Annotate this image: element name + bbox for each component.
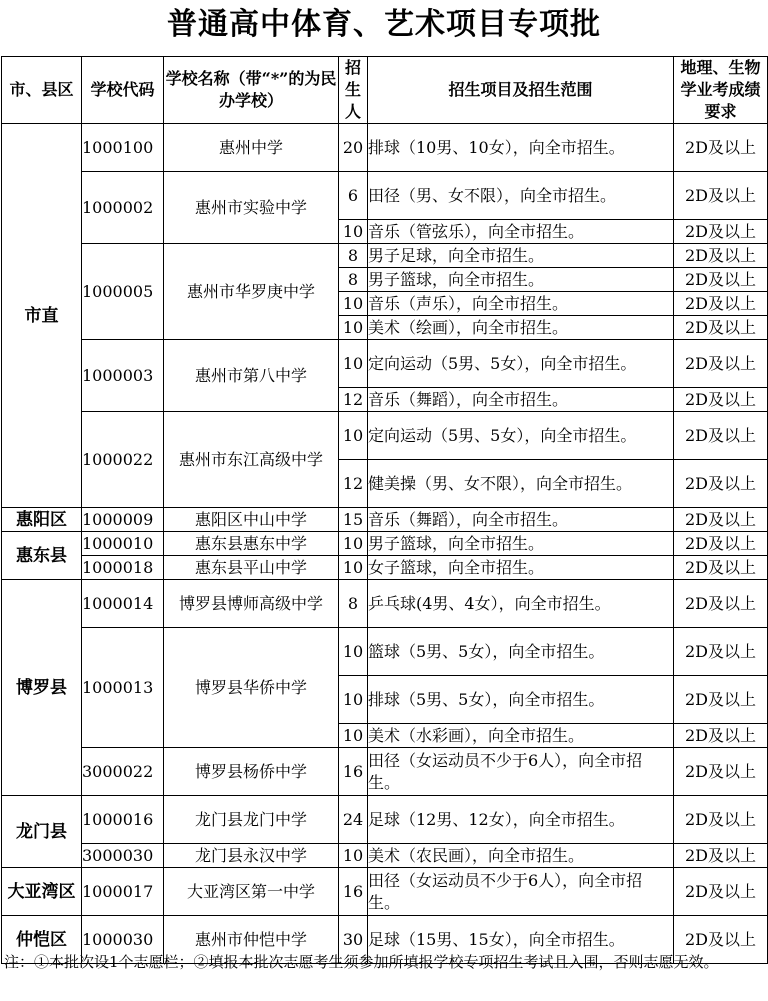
grade-cell: 2D及以上 [674, 748, 768, 796]
footnote: 注：①本批次设1个志愿栏；②填报本批次志愿考生须参加所填报学校专项招生考试且入围，否则志愿无效。 [4, 953, 719, 971]
table-row [2, 580, 768, 628]
grade-cell: 2D及以上 [674, 340, 768, 388]
project-cell: 排球（10男、10女），向全市招生。 [368, 124, 674, 172]
table-row [2, 412, 768, 460]
school-code-cell: 1000022 [82, 412, 164, 508]
project-cell: 田径（男、女不限），向全市招生。 [368, 172, 674, 220]
grade-cell: 2D及以上 [674, 556, 768, 580]
table-row [2, 340, 768, 388]
city-cell: 博罗县 [2, 580, 82, 796]
quota-cell: 8 [339, 244, 368, 268]
school-name-cell: 博罗县博师高级中学 [164, 580, 339, 628]
header-grade-requirement: 地理、生物学业考成绩要求 [674, 57, 768, 124]
school-code-cell: 1000009 [82, 508, 164, 532]
school-name-cell: 博罗县杨侨中学 [164, 748, 339, 796]
grade-cell: 2D及以上 [674, 676, 768, 724]
header-school-code: 学校代码 [82, 57, 164, 124]
school-name-cell: 惠州市仲恺中学 [164, 916, 339, 964]
project-cell: 篮球（5男、5女），向全市招生。 [368, 628, 674, 676]
grade-cell: 2D及以上 [674, 268, 768, 292]
grade-cell: 2D及以上 [674, 868, 768, 916]
project-cell: 美术（农民画），向全市招生。 [368, 844, 674, 868]
school-code-cell: 1000030 [82, 916, 164, 964]
city-cell: 仲恺区 [2, 916, 82, 964]
table-row [2, 124, 768, 172]
city-cell: 惠东县 [2, 532, 82, 580]
school-name-cell: 惠州市第八中学 [164, 340, 339, 412]
school-name-cell: 惠州中学 [164, 124, 339, 172]
quota-cell: 10 [339, 676, 368, 724]
quota-cell: 10 [339, 844, 368, 868]
project-cell: 美术（水彩画），向全市招生。 [368, 724, 674, 748]
grade-cell: 2D及以上 [674, 388, 768, 412]
quota-cell: 16 [339, 868, 368, 916]
school-code-cell: 1000005 [82, 244, 164, 340]
grade-cell: 2D及以上 [674, 796, 768, 844]
project-cell: 定向运动（5男、5女），向全市招生。 [368, 412, 674, 460]
quota-cell: 20 [339, 124, 368, 172]
school-code-cell: 1000016 [82, 796, 164, 844]
quota-cell: 12 [339, 460, 368, 508]
quota-cell: 12 [339, 388, 368, 412]
quota-cell: 10 [339, 340, 368, 388]
header-school-name: 学校名称（带“*”的为民办学校） [164, 57, 339, 124]
school-name-cell: 惠州市实验中学 [164, 172, 339, 244]
project-cell: 音乐（管弦乐），向全市招生。 [368, 220, 674, 244]
school-name-cell: 惠阳区中山中学 [164, 508, 339, 532]
quota-cell: 10 [339, 316, 368, 340]
grade-cell: 2D及以上 [674, 460, 768, 508]
project-cell: 美术（绘画），向全市招生。 [368, 316, 674, 340]
school-code-cell: 1000013 [82, 628, 164, 748]
quota-cell: 15 [339, 508, 368, 532]
school-code-cell: 1000010 [82, 532, 164, 556]
quota-cell: 10 [339, 628, 368, 676]
school-name-cell: 大亚湾区第一中学 [164, 868, 339, 916]
school-name-cell: 惠州市东江高级中学 [164, 412, 339, 508]
quota-cell: 24 [339, 796, 368, 844]
grade-cell: 2D及以上 [674, 316, 768, 340]
quota-cell: 10 [339, 724, 368, 748]
school-name-cell: 龙门县龙门中学 [164, 796, 339, 844]
quota-cell: 10 [339, 292, 368, 316]
table-row [2, 748, 768, 796]
table-row [2, 508, 768, 532]
school-code-cell: 1000014 [82, 580, 164, 628]
table-row [2, 532, 768, 556]
table-row [2, 244, 768, 268]
city-cell: 惠阳区 [2, 508, 82, 532]
quota-cell: 10 [339, 220, 368, 244]
project-cell: 男子篮球，向全市招生。 [368, 532, 674, 556]
grade-cell: 2D及以上 [674, 292, 768, 316]
grade-cell: 2D及以上 [674, 124, 768, 172]
school-code-cell: 1000002 [82, 172, 164, 244]
project-cell: 音乐（声乐），向全市招生。 [368, 292, 674, 316]
header-row [2, 57, 768, 124]
header-project: 招生项目及招生范围 [368, 57, 674, 124]
grade-cell: 2D及以上 [674, 628, 768, 676]
project-cell: 乒乓球(4男、4女），向全市招生。 [368, 580, 674, 628]
grade-cell: 2D及以上 [674, 532, 768, 556]
table-row [2, 172, 768, 220]
city-cell: 市直 [2, 124, 82, 508]
header-quota: 招生人 [339, 57, 368, 124]
project-cell: 田径（女运动员不少于6人），向全市招生。 [368, 868, 674, 916]
quota-cell: 30 [339, 916, 368, 964]
school-code-cell: 1000100 [82, 124, 164, 172]
table-row [2, 844, 768, 868]
grade-cell: 2D及以上 [674, 724, 768, 748]
project-cell: 田径（女运动员不少于6人），向全市招生。 [368, 748, 674, 796]
school-code-cell: 1000018 [82, 556, 164, 580]
project-cell: 男子足球，向全市招生。 [368, 244, 674, 268]
admission-table [1, 56, 768, 964]
grade-cell: 2D及以上 [674, 844, 768, 868]
table-row [2, 628, 768, 676]
table-row [2, 868, 768, 916]
quota-cell: 8 [339, 268, 368, 292]
school-code-cell: 3000030 [82, 844, 164, 868]
quota-cell: 6 [339, 172, 368, 220]
project-cell: 男子篮球，向全市招生。 [368, 268, 674, 292]
grade-cell: 2D及以上 [674, 244, 768, 268]
quota-cell: 10 [339, 532, 368, 556]
header-city: 市、县区 [2, 57, 82, 124]
project-cell: 足球（15男、15女），向全市招生。 [368, 916, 674, 964]
grade-cell: 2D及以上 [674, 916, 768, 964]
grade-cell: 2D及以上 [674, 220, 768, 244]
quota-cell: 8 [339, 580, 368, 628]
school-code-cell: 1000003 [82, 340, 164, 412]
grade-cell: 2D及以上 [674, 508, 768, 532]
school-name-cell: 惠东县平山中学 [164, 556, 339, 580]
school-name-cell: 龙门县永汉中学 [164, 844, 339, 868]
grade-cell: 2D及以上 [674, 412, 768, 460]
page-title: 普通高中体育、艺术项目专项批 [167, 7, 601, 42]
school-name-cell: 惠州市华罗庚中学 [164, 244, 339, 340]
project-cell: 健美操（男、女不限），向全市招生。 [368, 460, 674, 508]
project-cell: 定向运动（5男、5女），向全市招生。 [368, 340, 674, 388]
grade-cell: 2D及以上 [674, 172, 768, 220]
table-row [2, 796, 768, 844]
project-cell: 足球（12男、12女），向全市招生。 [368, 796, 674, 844]
school-code-cell: 3000022 [82, 748, 164, 796]
table-row [2, 556, 768, 580]
city-cell: 大亚湾区 [2, 868, 82, 916]
project-cell: 音乐（舞蹈），向全市招生。 [368, 508, 674, 532]
school-name-cell: 惠东县惠东中学 [164, 532, 339, 556]
city-cell: 龙门县 [2, 796, 82, 868]
school-code-cell: 1000017 [82, 868, 164, 916]
project-cell: 排球（5男、5女），向全市招生。 [368, 676, 674, 724]
project-cell: 女子篮球，向全市招生。 [368, 556, 674, 580]
project-cell: 音乐（舞蹈），向全市招生。 [368, 388, 674, 412]
quota-cell: 10 [339, 556, 368, 580]
school-name-cell: 博罗县华侨中学 [164, 628, 339, 748]
quota-cell: 10 [339, 412, 368, 460]
quota-cell: 16 [339, 748, 368, 796]
grade-cell: 2D及以上 [674, 580, 768, 628]
